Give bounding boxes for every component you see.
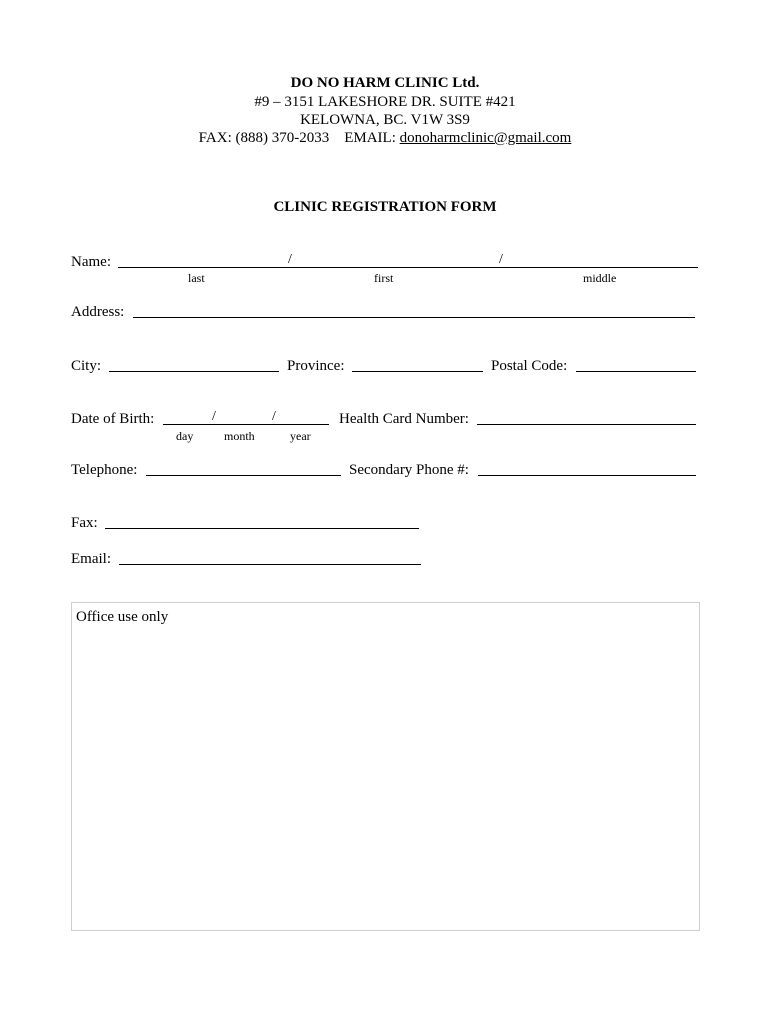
clinic-name: DO NO HARM CLINIC Ltd. xyxy=(290,75,480,91)
office-use-box xyxy=(71,602,700,931)
name-separator-2: / xyxy=(499,252,503,267)
dob-month-caption: month xyxy=(224,429,255,443)
secondary-phone-field[interactable] xyxy=(478,475,696,476)
email-field[interactable] xyxy=(119,564,421,565)
name-separator-1: / xyxy=(288,252,292,267)
fax-field[interactable] xyxy=(105,528,419,529)
secondary-phone-label: Secondary Phone #: xyxy=(349,462,469,478)
name-label: Name: xyxy=(71,254,111,270)
postal-code-label: Postal Code: xyxy=(491,358,568,374)
dob-separator-1: / xyxy=(212,409,216,424)
telephone-label: Telephone: xyxy=(71,462,138,478)
office-use-label: Office use only xyxy=(76,609,169,625)
clinic-email-link[interactable]: donoharmclinic@gmail.com xyxy=(399,130,572,146)
name-first-caption: first xyxy=(374,271,394,285)
dob-label: Date of Birth: xyxy=(71,411,155,427)
clinic-address-line1: #9 – 3151 LAKESHORE DR. SUITE #421 xyxy=(254,94,516,110)
name-middle-caption: middle xyxy=(583,271,617,285)
city-label: City: xyxy=(71,358,102,374)
postal-code-field[interactable] xyxy=(576,371,696,372)
province-label: Province: xyxy=(287,358,345,374)
clinic-address-line2: KELOWNA, BC. V1W 3S9 xyxy=(300,112,470,128)
address-field[interactable] xyxy=(133,317,695,318)
city-field[interactable] xyxy=(109,371,279,372)
fax-label: Fax: xyxy=(71,515,98,531)
province-field[interactable] xyxy=(352,371,483,372)
health-card-label: Health Card Number: xyxy=(339,411,469,427)
address-label: Address: xyxy=(71,304,125,320)
clinic-contact-line xyxy=(0,129,770,148)
email-label: Email: xyxy=(71,551,111,567)
dob-separator-2: / xyxy=(272,409,276,424)
health-card-field[interactable] xyxy=(477,424,696,425)
dob-year-caption: year xyxy=(290,429,311,443)
form-title: CLINIC REGISTRATION FORM xyxy=(273,199,497,215)
name-last-caption: last xyxy=(188,271,205,285)
name-field[interactable] xyxy=(118,267,698,268)
dob-day-caption: day xyxy=(176,429,194,443)
dob-field[interactable] xyxy=(163,424,329,425)
telephone-field[interactable] xyxy=(146,475,341,476)
clinic-fax-text: FAX: (888) 370-2033 EMAIL: xyxy=(198,130,400,146)
